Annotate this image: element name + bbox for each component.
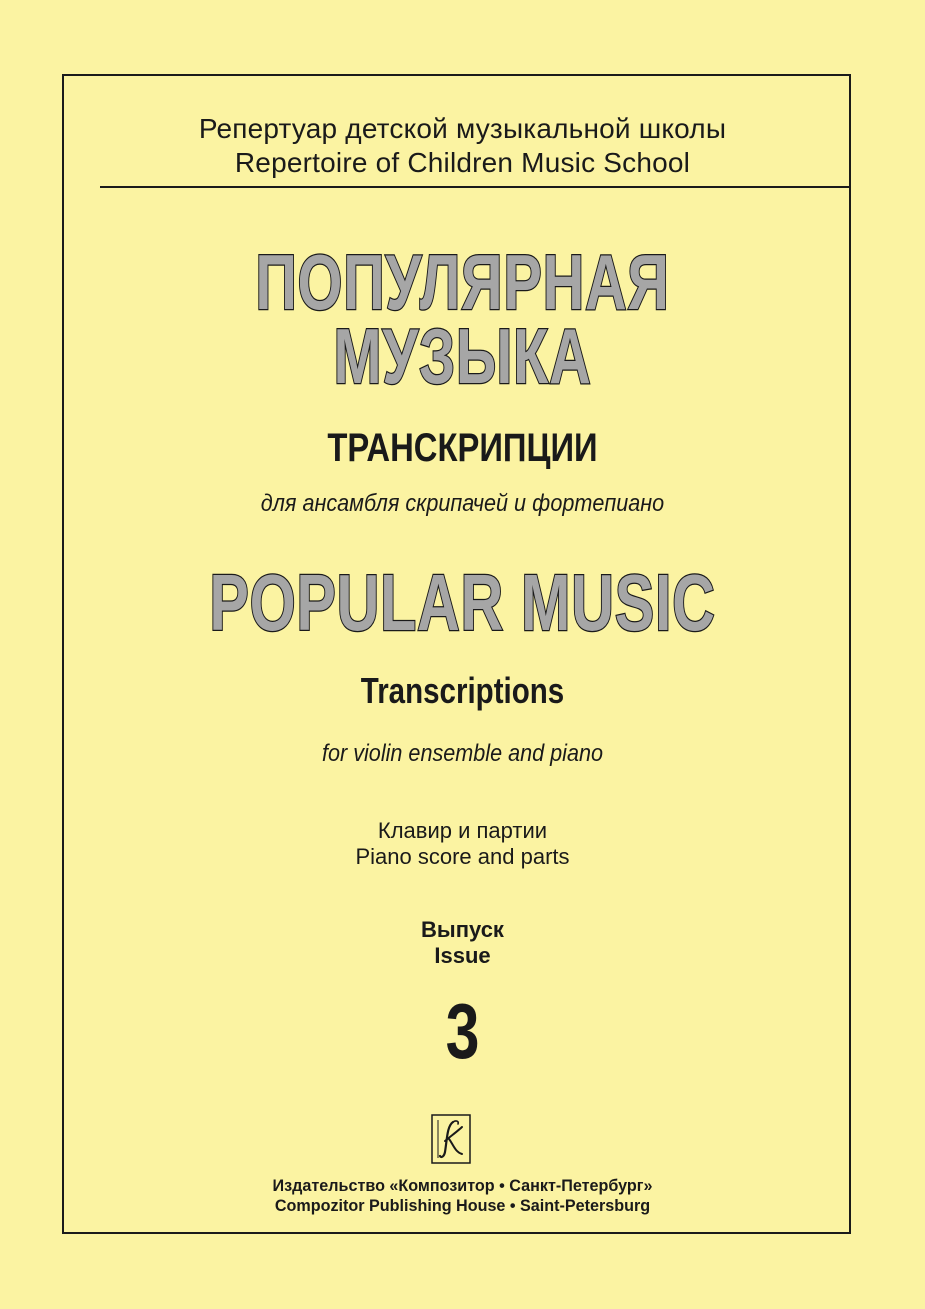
contents-ru: Клавир и партии [377, 818, 548, 843]
publisher-info [23, 1176, 902, 1216]
contents-note [0, 818, 925, 870]
title-ru-line2: МУЗЫКА [333, 312, 592, 400]
contents-en: Piano score and parts [355, 844, 570, 869]
issue-label-ru: Выпуск [421, 917, 504, 942]
issue-label [0, 917, 925, 969]
description-ru: для ансамбля скрипачей и фортепиано [260, 490, 665, 517]
issue-number: 3 [445, 987, 480, 1075]
publisher-en: Compozitor Publishing House • Saint-Petersburg [274, 1196, 651, 1215]
series-title [0, 112, 925, 180]
description-en: for violin ensemble and piano [322, 740, 603, 767]
title-en: POPULAR MUSIC [209, 558, 716, 647]
series-title-ru: Репертуар детской музыкальной школы [198, 113, 727, 144]
issue-label-en: Issue [434, 943, 491, 968]
publisher-ru: Издательство «Композитор • Санкт-Петербург» [272, 1176, 653, 1195]
publisher-logo-k-icon [431, 1114, 471, 1164]
title-ru-line1: ПОПУЛЯРНАЯ [255, 238, 670, 326]
header-divider [100, 186, 849, 188]
series-title-en: Repertoire of Children Music School [234, 147, 691, 178]
subtitle-en: Transcriptions [360, 670, 565, 711]
subtitle-ru: ТРАНСКРИПЦИИ [327, 426, 598, 470]
